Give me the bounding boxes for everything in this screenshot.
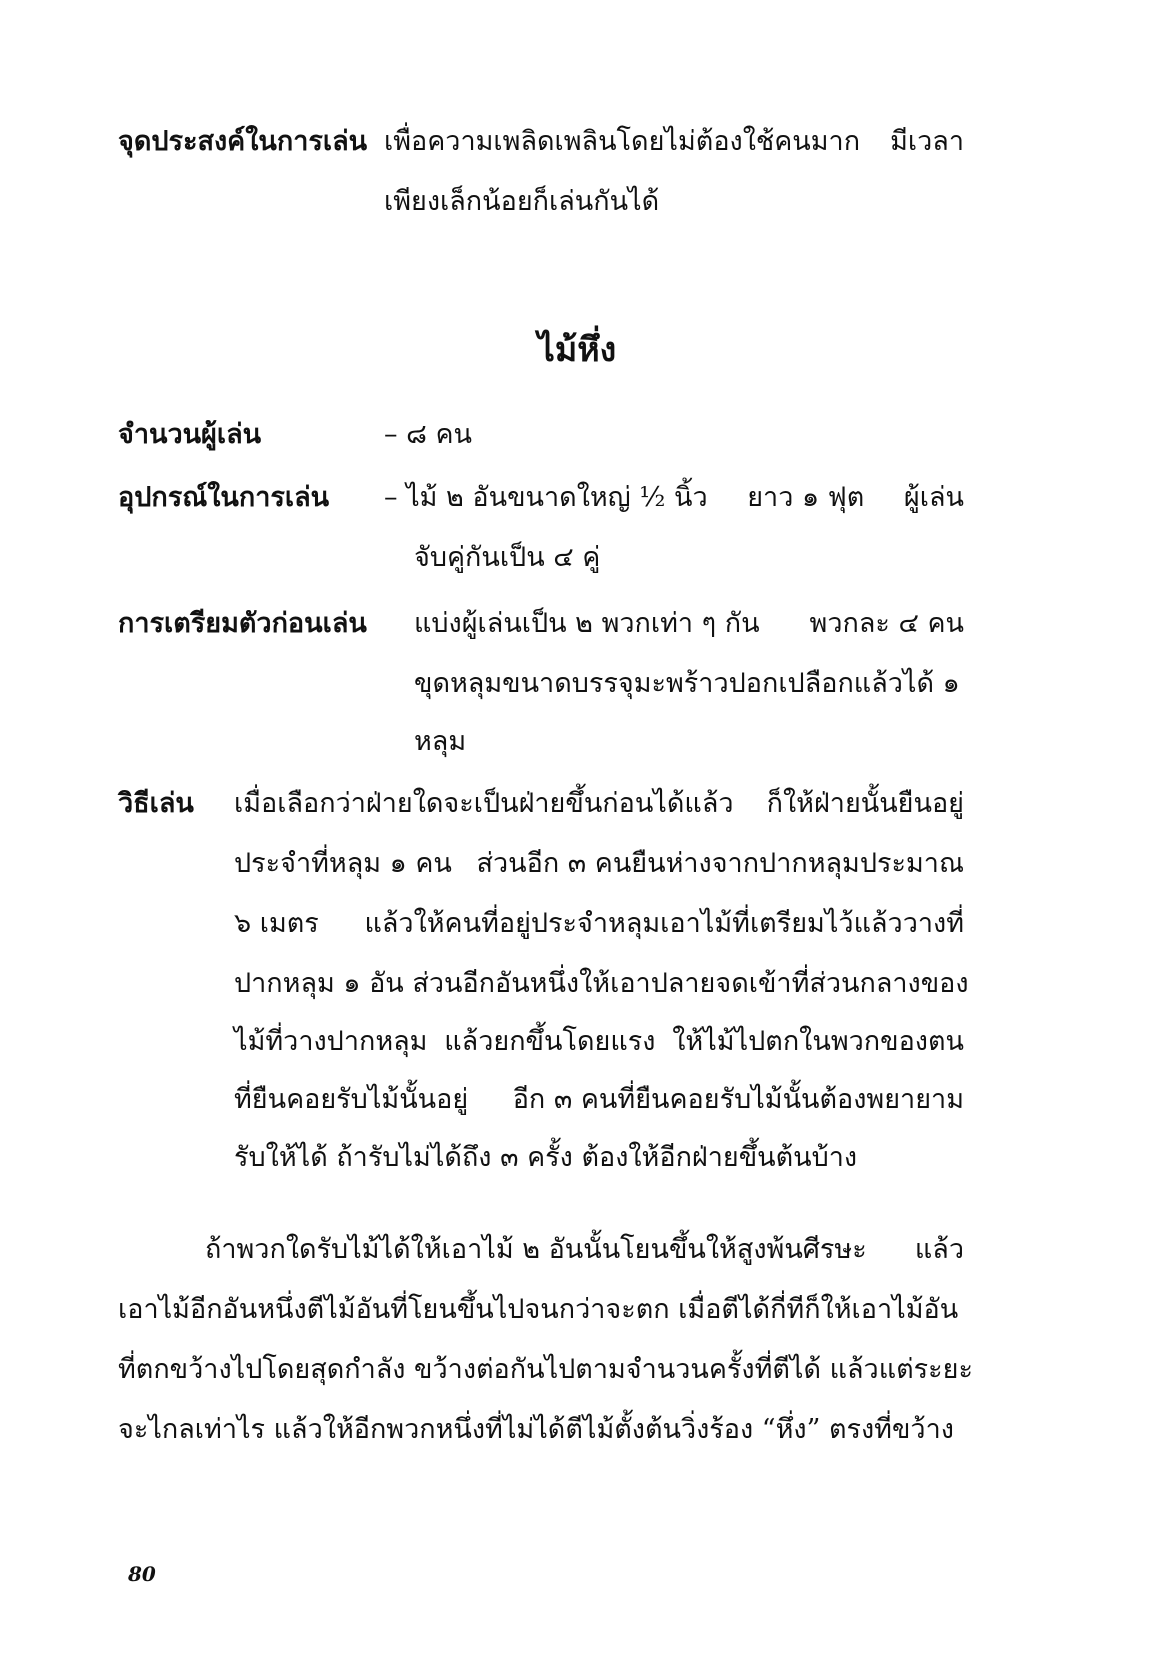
equipment-line-1-a: – ไม้ ๒ อันขนาดใหญ่ ½ นิ้ว bbox=[384, 482, 708, 513]
preparation-line-1-b: พวกละ ๔ คน bbox=[809, 608, 964, 639]
method-line-5-c: ให้ไม้ไปตกในพวกของตน bbox=[672, 1026, 964, 1057]
method-line-2 bbox=[234, 844, 964, 884]
method-line-4: ปากหลุม ๑ อัน ส่วนอีกอันหนึ่งให้เอาปลายจดเข้าที่ส่วนกลางของ bbox=[234, 968, 969, 999]
paragraph-line-2: เอาไม้อีกอันหนึ่งตีไม้อันที่โยนขึ้นไปจนกว่าจะตก เมื่อตีได้กี่ทีก็ให้เอาไม้อัน bbox=[118, 1294, 959, 1325]
method-line-6-a: ที่ยืนคอยรับไม้นั้นอยู่ bbox=[234, 1084, 469, 1115]
players-value: – ๘ คน bbox=[384, 419, 473, 450]
purpose-line-1 bbox=[384, 122, 964, 162]
method-line-3-b: แล้วให้คนที่อยู่ประจำหลุมเอาไม้ที่เตรียมไว้แล้ววางที่ bbox=[364, 908, 964, 939]
method-line-5-b: แล้วยกขึ้นโดยแรง bbox=[444, 1026, 656, 1057]
preparation-label: การเตรียมตัวก่อนเล่น bbox=[118, 608, 367, 639]
purpose-line-1-right: มีเวลา bbox=[890, 126, 964, 157]
preparation-line-3: หลุม bbox=[414, 726, 467, 757]
preparation-line-1-a: แบ่งผู้เล่นเป็น ๒ พวกเท่า ๆ กัน bbox=[414, 608, 760, 639]
method-line-6-b: อีก ๓ คนที่ยืนคอยรับไม้นั้นต้องพยายาม bbox=[512, 1084, 964, 1115]
method-line-6 bbox=[234, 1080, 964, 1120]
preparation-line-2: ขุดหลุมขนาดบรรจุมะพร้าวปอกเปลือกแล้วได้ ๑ bbox=[414, 668, 960, 699]
equipment-line-2: จับคู่กันเป็น ๔ คู่ bbox=[414, 542, 601, 573]
paragraph-line-1-b: แล้ว bbox=[914, 1234, 964, 1265]
paragraph-line-4: จะไกลเท่าไร แล้วให้อีกพวกหนึ่งที่ไม่ได้ตีไม้ตั้งต้นวิ่งร้อง “หึ่ง” ตรงที่ขว้าง bbox=[118, 1414, 954, 1445]
equipment-line-1 bbox=[384, 478, 964, 518]
method-line-1-a: เมื่อเลือกว่าฝ่ายใดจะเป็นฝ่ายขึ้นก่อนได้แล้ว bbox=[234, 788, 734, 819]
purpose-line-2: เพียงเล็กน้อยก็เล่นกันได้ bbox=[384, 186, 660, 217]
method-line-5-a: ไม้ที่วางปากหลุม bbox=[234, 1026, 428, 1057]
paragraph-line-1 bbox=[205, 1230, 964, 1270]
equipment-label: อุปกรณ์ในการเล่น bbox=[118, 482, 330, 513]
equipment-line-1-c: ผู้เล่น bbox=[903, 482, 964, 513]
page-number: 80 bbox=[128, 1562, 156, 1586]
method-line-1-b: ก็ให้ฝ่ายนั้นยืนอยู่ bbox=[766, 788, 964, 819]
method-line-3 bbox=[234, 904, 964, 944]
method-line-2-a: ประจำที่หลุม ๑ คน bbox=[234, 848, 452, 879]
game-title: ไม้หึ่ง bbox=[537, 330, 617, 370]
paragraph-line-1-a: ถ้าพวกใดรับไม้ได้ให้เอาไม้ ๒ อันนั้นโยนขึ้นให้สูงพ้นศีรษะ bbox=[205, 1234, 867, 1265]
purpose-line-1-left: เพื่อความเพลิดเพลินโดยไม่ต้องใช้คนมาก bbox=[384, 126, 861, 157]
preparation-line-1 bbox=[414, 604, 964, 644]
equipment-line-1-b: ยาว ๑ ฟุต bbox=[747, 482, 865, 513]
players-label: จำนวนผู้เล่น bbox=[118, 419, 262, 450]
method-label: วิธีเล่น bbox=[118, 788, 194, 819]
purpose-label: จุดประสงค์ในการเล่น bbox=[118, 126, 368, 157]
method-line-2-b: ส่วนอีก ๓ คนยืนห่างจากปากหลุมประมาณ bbox=[476, 848, 964, 879]
method-line-1 bbox=[234, 784, 964, 824]
method-line-3-a: ๖ เมตร bbox=[234, 908, 319, 939]
method-line-5 bbox=[234, 1022, 964, 1062]
method-line-7: รับให้ได้ ถ้ารับไม่ได้ถึง ๓ ครั้ง ต้องให้อีกฝ่ายขึ้นต้นบ้าง bbox=[234, 1142, 858, 1173]
paragraph-line-3: ที่ตกขว้างไปโดยสุดกำลัง ขว้างต่อกันไปตามจำนวนครั้งที่ตีได้ แล้วแต่ระยะ bbox=[118, 1354, 973, 1385]
